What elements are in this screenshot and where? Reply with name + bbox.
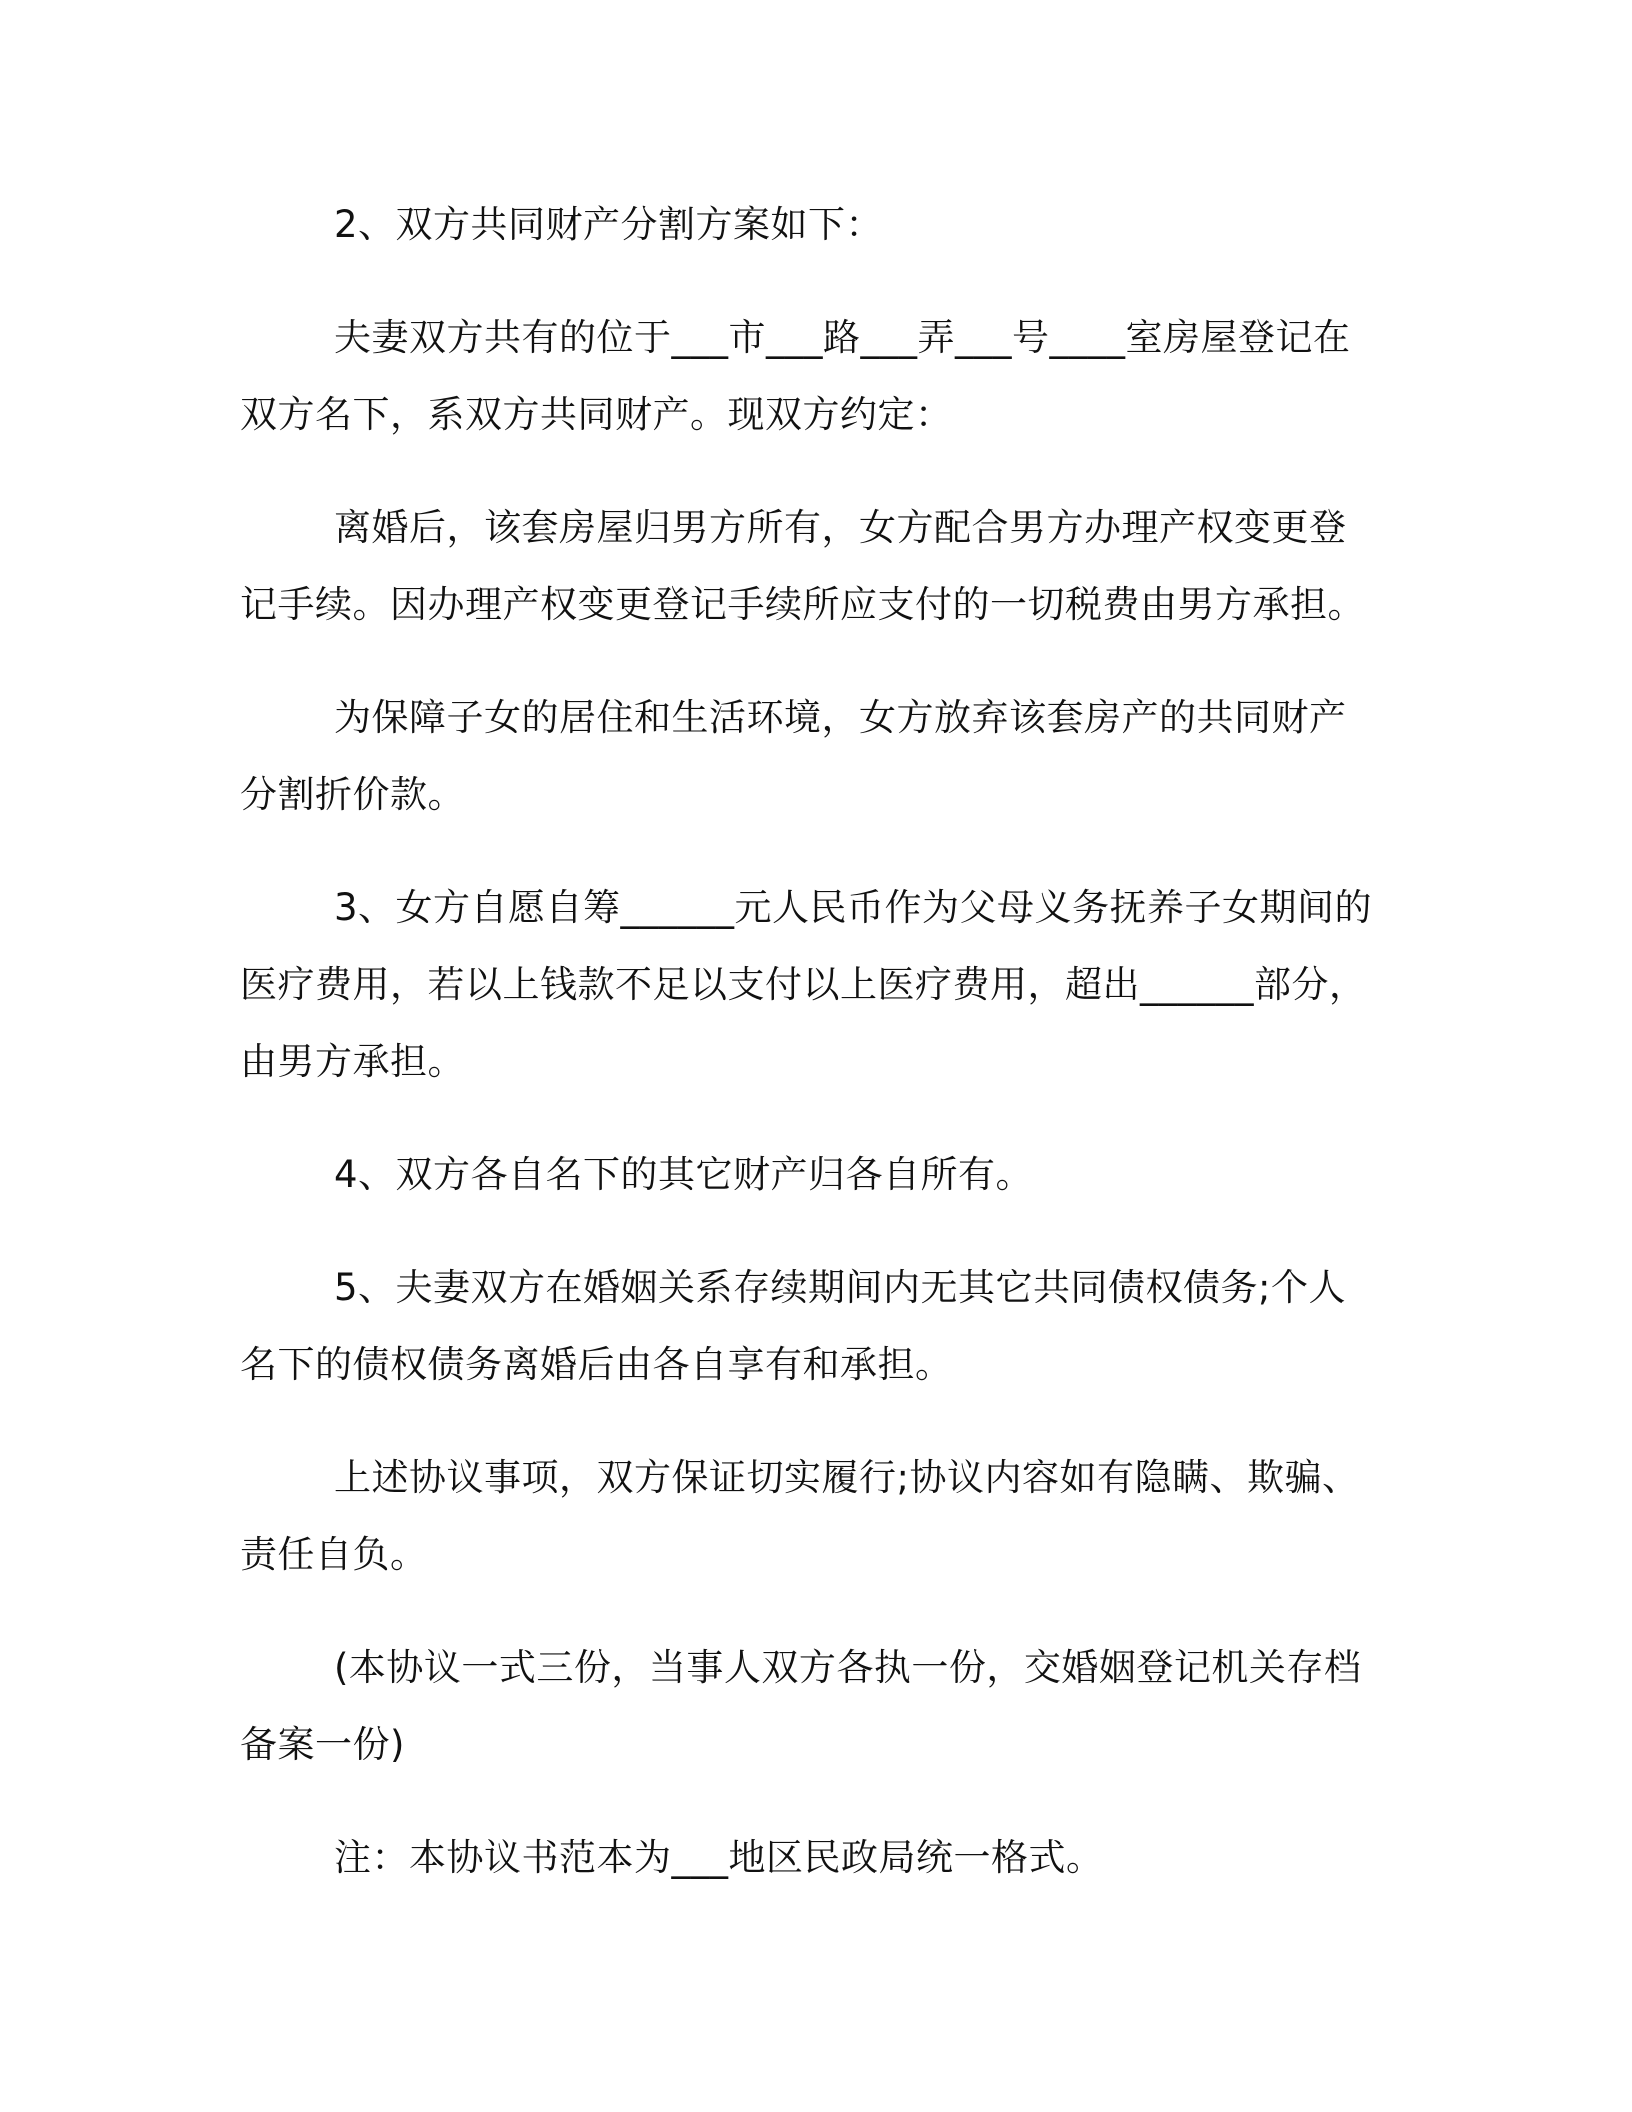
paragraph-note: 注：本协议书范本为___地区民政局统一格式。 (334, 1836, 1104, 1879)
paragraph-medical-expenses: 3、女方自愿自筹______元人民币作为父母义务抚养子女期间的医疗费用，若以上钱款不足以支付以上医疗费用，超出______部分，由男方承担。 (240, 886, 1373, 1083)
paragraph-other-property: 4、双方各自名下的其它财产归各自所有。 (334, 1153, 1034, 1196)
paragraph-guarantee: 上述协议事项，双方保证切实履行;协议内容如有隐瞒、欺骗、责任自负。 (240, 1456, 1360, 1576)
paragraph-waiver: 为保障子女的居住和生活环境，女方放弃该套房产的共同财产分割折价款。 (240, 696, 1347, 816)
document-body (240, 186, 1380, 1926)
paragraph-property-division-heading: 2、双方共同财产分割方案如下： (334, 203, 884, 246)
paragraph-debts: 5、夫妻双方在婚姻关系存续期间内无其它共同债权债务;个人名下的债权债务离婚后由各自享有和承担。 (240, 1266, 1347, 1386)
paragraph-copies: (本协议一式三份，当事人双方各执一份，交婚姻登记机关存档备案一份) (240, 1646, 1362, 1766)
paragraph-house-location: 夫妻双方共有的位于___市___路___弄___号____室房屋登记在双方名下，系双方共同财产。现双方约定： (240, 316, 1351, 436)
paragraph-house-ownership: 离婚后，该套房屋归男方所有，女方配合男方办理产权变更登记手续。因办理产权变更登记手续所应支付的一切税费由男方承担。 (240, 506, 1365, 626)
